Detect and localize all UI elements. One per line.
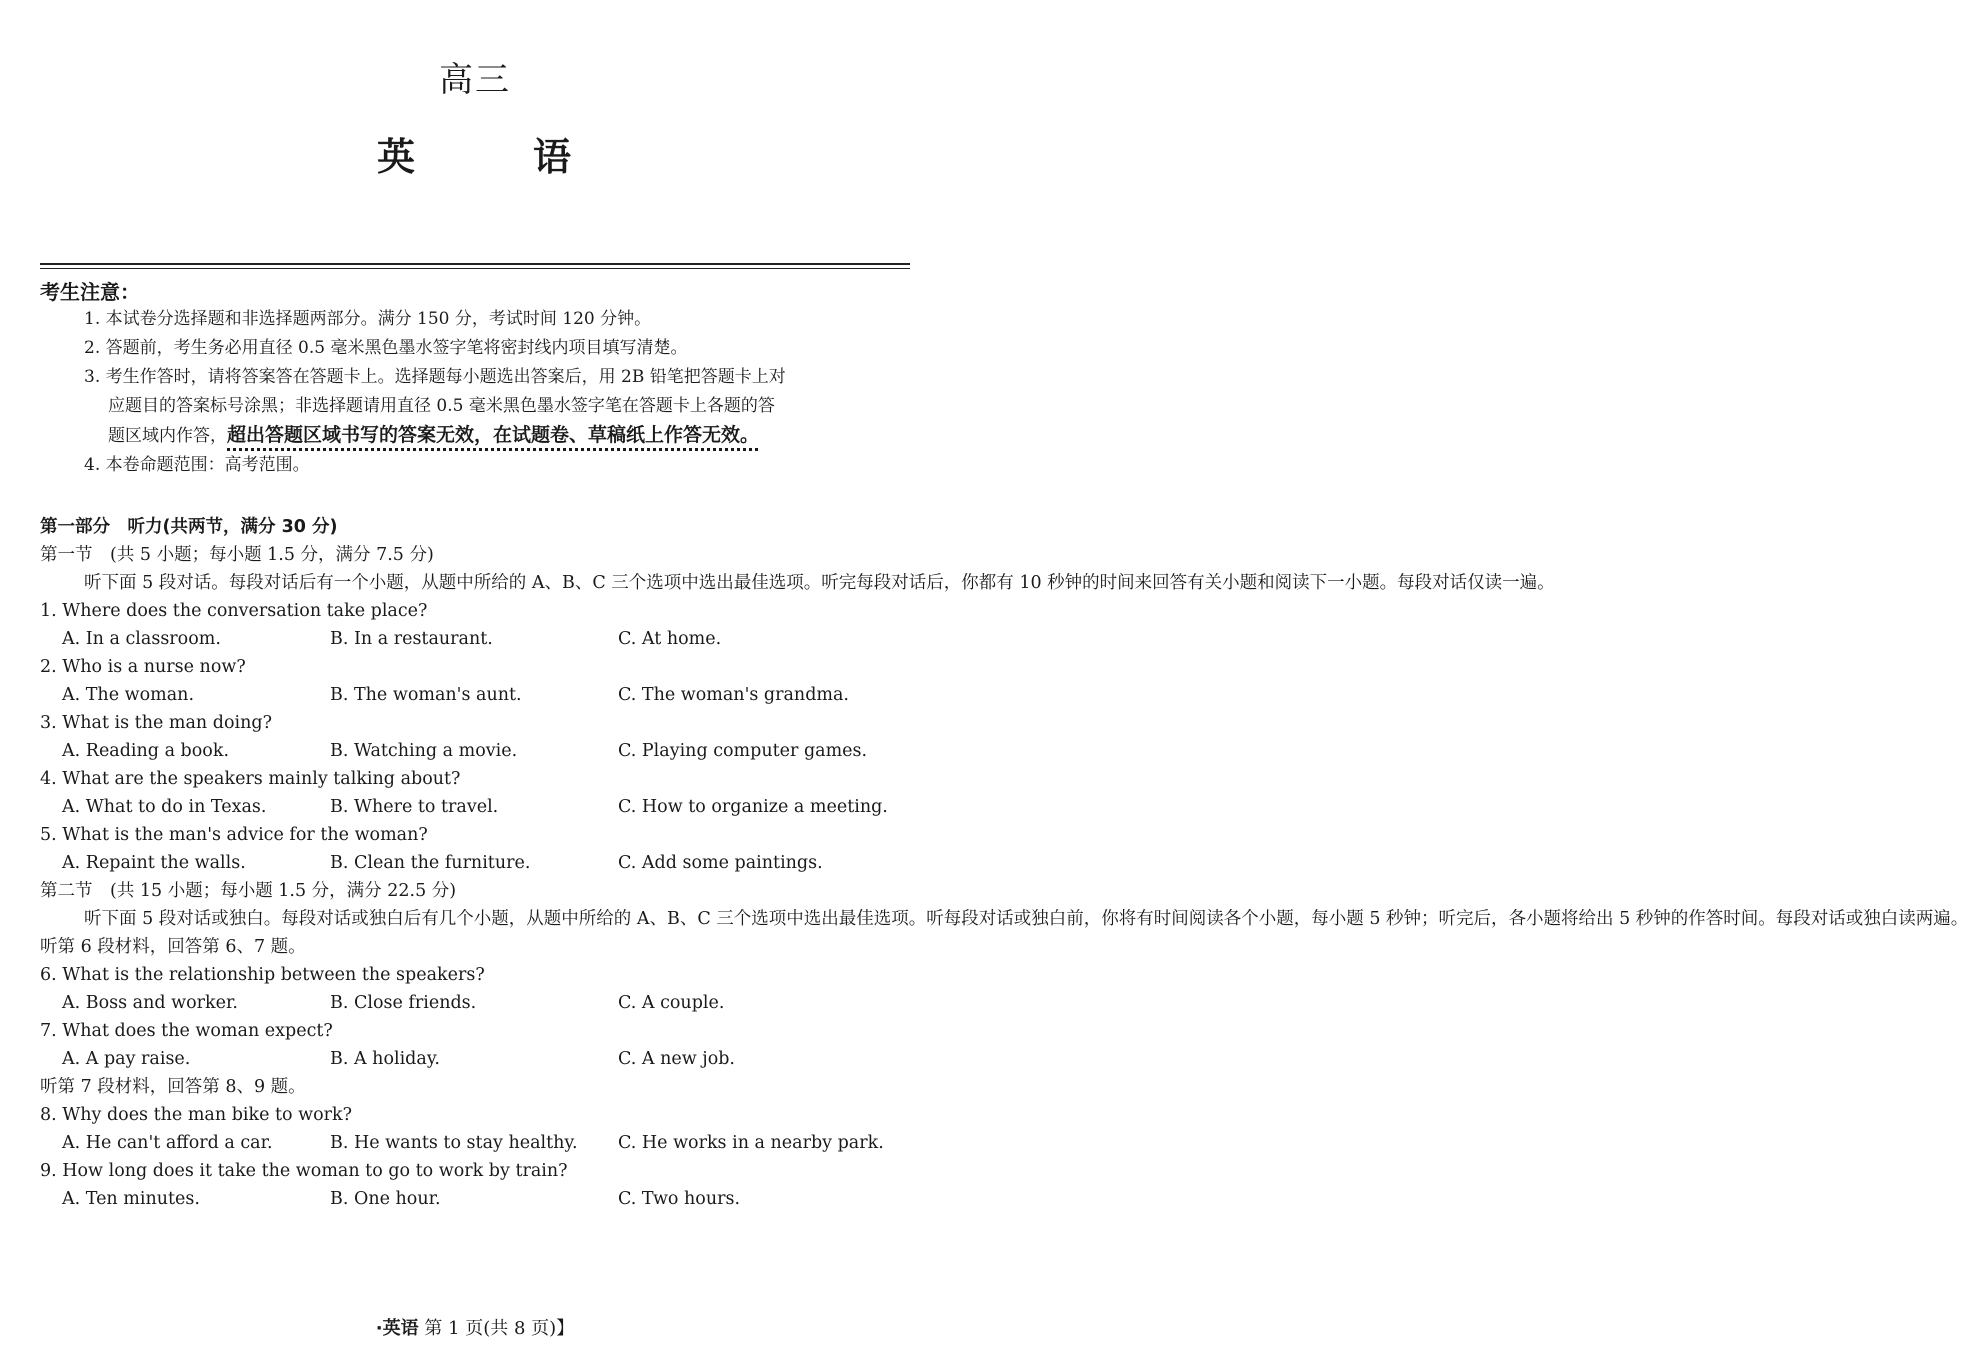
option-2c: C. The woman's grandma. [618,685,849,705]
material-6-instruction: 听第 6 段材料，回答第 6、7 题。 [40,937,306,957]
option-5c: C. Add some paintings. [618,853,823,873]
option-8c: C. He works in a nearby park. [618,1133,884,1153]
question-2: 2. Who is a nurse now? [40,657,246,677]
subject-char-2: 语 [533,135,574,179]
notice-emphasis: 超出答题区域书写的答案无效，在试题卷、草稿纸上作答无效。 [227,424,760,446]
option-5b: B. Clean the furniture. [330,853,531,873]
section1-title: 第一节 (共 5 小题；每小题 1.5 分，满分 7.5 分) [40,545,434,565]
option-9b: B. One hour. [330,1189,441,1209]
option-6c: C. A couple. [618,993,725,1013]
page-footer [0,1314,950,1340]
option-9c: C. Two hours. [618,1189,741,1209]
options-9 [40,1185,920,1213]
option-7a: A. A pay raise. [62,1049,191,1069]
question-7: 7. What does the woman expect? [40,1021,333,1041]
option-9a: A. Ten minutes. [62,1189,200,1209]
notice-item-3-end [84,421,914,451]
listening-part [40,513,1968,1213]
subject-title [0,126,950,181]
question-3: 3. What is the man doing? [40,713,272,733]
option-3b: B. Watching a movie. [330,741,518,761]
option-4a: A. What to do in Texas. [62,797,267,817]
notice-item-3-end-text: 题区域内作答， [108,426,227,446]
option-5a: A. Repaint the walls. [62,853,246,873]
option-3a: A. Reading a book. [62,741,230,761]
part1-title: 第一部分 听力(共两节，满分 30 分) [40,517,338,537]
option-6b: B. Close friends. [330,993,477,1013]
option-1a: A. In a classroom. [62,629,221,649]
option-2a: A. The woman. [62,685,195,705]
notice-item-1: 1. 本试卷分选择题和非选择题两部分。满分 150 分，考试时间 120 分钟。 [84,309,652,329]
options-4 [40,793,920,821]
options-2 [40,681,920,709]
options-6 [40,989,920,1017]
option-6a: A. Boss and worker. [62,993,238,1013]
header-rule-thick [40,263,910,265]
options-5 [40,849,920,877]
footer-subject: ·英语 [375,1318,419,1339]
question-6: 6. What is the relationship between the speakers? [40,965,485,985]
option-7c: C. A new job. [618,1049,735,1069]
notice-item-2: 2. 答题前，考生务必用直径 0.5 毫米黑色墨水签字笔将密封线内项目填写清楚。 [84,338,688,358]
material-7-instruction: 听第 7 段材料，回答第 8、9 题。 [40,1077,306,1097]
subject-char-1: 英 [376,135,417,179]
options-7 [40,1045,920,1073]
option-7b: B. A holiday. [330,1049,440,1069]
question-4: 4. What are the speakers mainly talking about? [40,769,461,789]
option-3c: C. Playing computer games. [618,741,868,761]
section1-instructions: 听下面 5 段对话。每段对话后有一个小题，从题中所给的 A、B、C 三个选项中选出最佳选项。听完每段对话后，你都有 10 秒钟的时间来回答有关小题和阅读下一小题。每段对话仅读一遍。 [84,573,1555,593]
option-1c: C. At home. [618,629,722,649]
option-2b: B. The woman's aunt. [330,685,522,705]
option-4b: B. Where to travel. [330,797,499,817]
notice-item-3-cont: 应题目的答案标号涂黑；非选择题请用直径 0.5 毫米黑色墨水签字笔在答题卡上各题的答 [108,396,775,416]
question-1: 1. Where does the conversation take place? [40,601,428,621]
question-8: 8. Why does the man bike to work? [40,1105,353,1125]
notice-title: 考生注意： [40,280,140,304]
grade-title: 高三 [439,60,511,100]
option-8b: B. He wants to stay healthy. [330,1133,578,1153]
notice-list [84,305,914,480]
options-1 [40,625,920,653]
option-4c: C. How to organize a meeting. [618,797,888,817]
section2-instructions: 听下面 5 段对话或独白。每段对话或独白后有几个小题，从题中所给的 A、B、C 三个选项中选出最佳选项。听每段对话或独白前，你将有时间阅读各个小题，每小题 5 秒钟；听完后，各小题将给出 5 秒钟的作答时间。每段对话或独白读两遍。 [84,909,1968,929]
notice-item-4: 4. 本卷命题范围：高考范围。 [84,455,310,475]
option-1b: B. In a restaurant. [330,629,493,649]
options-3 [40,737,920,765]
question-9: 9. How long does it take the woman to go to work by train? [40,1161,568,1181]
header-rule-thin [40,268,910,269]
footer-page-number: 第 1 页(共 8 页)】 [424,1318,575,1339]
question-5: 5. What is the man's advice for the woman? [40,825,428,845]
section2-title: 第二节 (共 15 小题；每小题 1.5 分，满分 22.5 分) [40,881,457,901]
options-8 [40,1129,920,1157]
notice-item-3: 3. 考生作答时，请将答案答在答题卡上。选择题每小题选出答案后，用 2B 铅笔把答题卡上对 [84,367,786,387]
option-8a: A. He can't afford a car. [62,1133,273,1153]
